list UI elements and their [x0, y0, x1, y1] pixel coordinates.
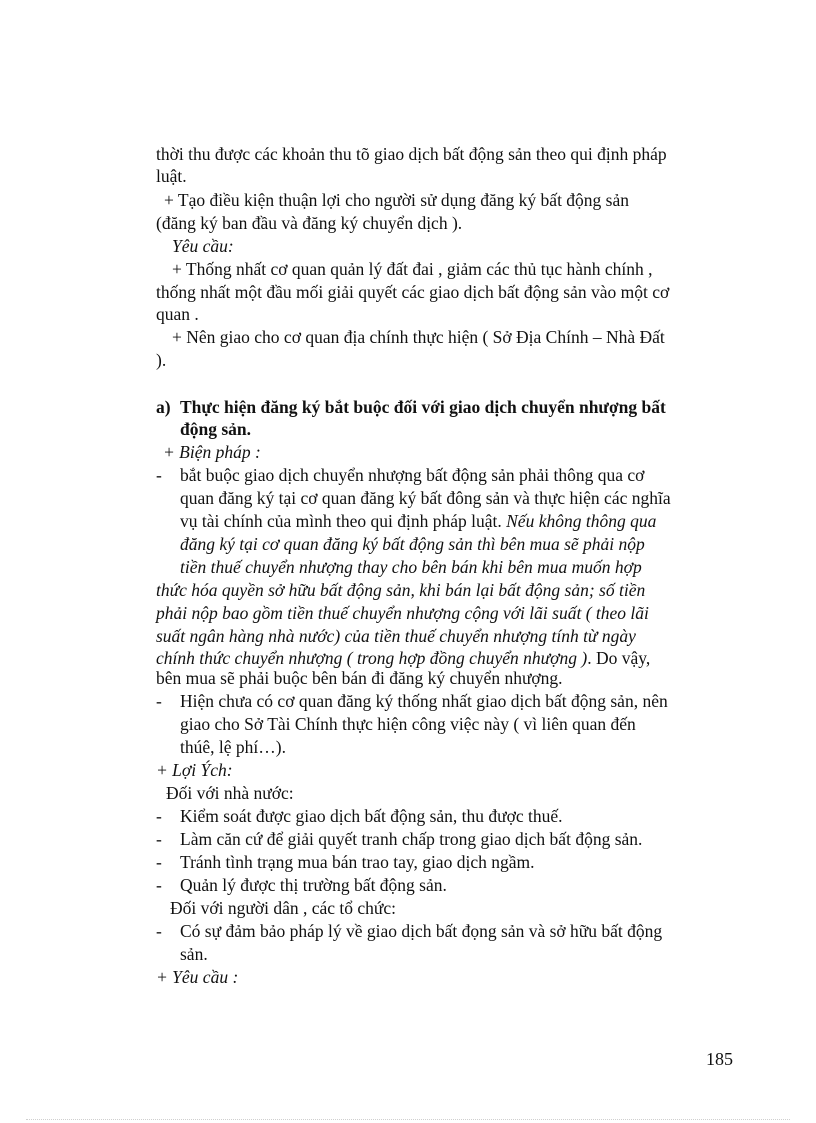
text-line: + Nên giao cho cơ quan địa chính thực hiện ( Sở Địa Chính – Nhà Đất	[172, 327, 665, 347]
text-normal: vụ tài chính của mình theo qui định pháp luật.	[180, 511, 502, 531]
text-line: quan đăng ký tại cơ quan đăng ký bất đông sản và thực hiện các nghĩa	[180, 488, 671, 508]
list-item: Kiểm soát được giao dịch bất động sản, thu được thuế.	[180, 806, 563, 826]
text-line: thống nhất một đầu mối giải quyết các giao dịch bất động sản vào một cơ	[156, 282, 670, 302]
bullet-dash: -	[156, 829, 162, 849]
list-item: Quản lý được thị trường bất động sản.	[180, 875, 447, 895]
section-heading: động sản.	[180, 419, 252, 439]
bullet-dash: -	[156, 875, 162, 895]
list-item: Làm căn cứ để giải quyết tranh chấp trong giao dịch bất động sản.	[180, 829, 643, 849]
bullet-dash: -	[156, 852, 162, 872]
text-line: thúê, lệ phí…).	[180, 737, 286, 757]
text-line: + Tạo điều kiện thuận lợi cho người sử dụng đăng ký bất động sản	[164, 190, 630, 210]
text-italic: chính thức chuyển nhượng ( trong hợp đồng chuyển nhượng )	[156, 648, 588, 668]
subheading: Đối với nhà nước:	[166, 783, 294, 803]
benefit-heading: + Lợi Ých:	[156, 760, 233, 780]
bullet-dash: -	[156, 921, 162, 941]
text-line: Hiện chưa có cơ quan đăng ký thống nhất giao dịch bất động sản, nên	[180, 691, 668, 711]
text-line	[180, 510, 656, 532]
text-line: bên mua sẽ phải buộc bên bán đi đăng ký chuyển nhượng.	[156, 668, 563, 688]
text-line: ).	[156, 350, 167, 370]
subheading: Đối với người dân , các tổ chức:	[170, 898, 397, 918]
text-line: thời thu được các khoản thu tõ giao dịch bất động sản theo qui định pháp	[156, 144, 667, 164]
text-line	[156, 647, 650, 669]
page-number: 185	[706, 1049, 733, 1069]
text-normal: . Do vậy,	[587, 648, 651, 668]
measure-heading: + Biện pháp :	[163, 442, 261, 462]
text-line: (đăng ký ban đầu và đăng ký chuyển dịch ).	[156, 213, 463, 233]
text-line: luật.	[156, 166, 187, 186]
text-line: quan .	[156, 304, 199, 324]
text-line: + Thống nhất cơ quan quản lý đất đai , giảm các thủ tục hành chính ,	[172, 259, 653, 279]
text-line: suất ngân hàng nhà nước) của tiền thuế chuyển nhượng tính từ ngày	[156, 626, 636, 646]
text-line: tiền thuế chuyển nhượng thay cho bên bán khi bên mua muốn hợp	[180, 557, 642, 577]
text-italic: Nếu không thông qua	[506, 511, 657, 531]
text-line: thức hóa quyền sở hữu bất động sản, khi bán lại bất động sản; số tiền	[156, 580, 646, 600]
list-item: Có sự đảm bảo pháp lý về giao dịch bất đọng sản và sở hữu bất động	[180, 921, 663, 941]
bullet-dash: -	[156, 806, 162, 826]
requirement-heading: + Yêu cầu :	[156, 967, 239, 987]
text-line: giao cho Sở Tài Chính thực hiện công việc này ( vì liên quan đến	[180, 714, 636, 734]
requirement-heading: Yêu cầu:	[172, 236, 234, 256]
section-heading: Thực hiện đăng ký bắt buộc đối với giao dịch chuyển nhượng bất	[180, 397, 666, 417]
bullet-dash: -	[156, 691, 162, 711]
bullet-dash: -	[156, 465, 162, 485]
list-item: Tránh tình trạng mua bán trao tay, giao dịch ngầm.	[180, 852, 535, 872]
text-line: phải nộp bao gồm tiền thuế chuyển nhượng cộng với lãi suất ( theo lãi	[156, 603, 649, 623]
text-line: bắt buộc giao dịch chuyển nhượng bất động sản phải thông qua cơ	[180, 465, 645, 485]
list-item: sản.	[180, 944, 208, 964]
text-line: đăng ký tại cơ quan đăng ký bất động sản thì bên mua sẽ phải nộp	[180, 534, 645, 554]
bottom-divider	[26, 1119, 790, 1120]
section-marker: a)	[156, 397, 171, 417]
